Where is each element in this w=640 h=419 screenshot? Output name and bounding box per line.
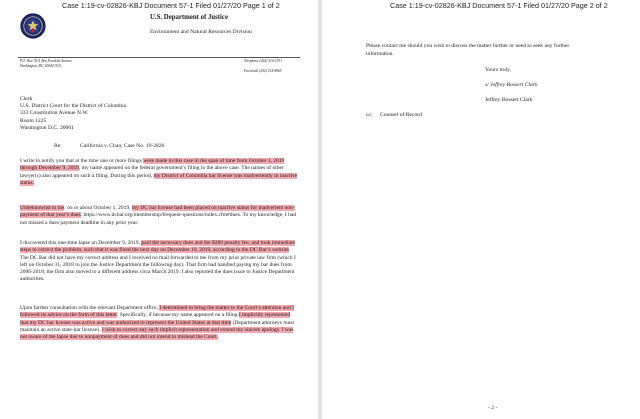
letter-page-2 bbox=[322, 0, 640, 419]
highlighted-text: were made in this case in the span of time from October 1, 2019 through December 9, 2019 bbox=[20, 158, 285, 172]
cc-label: cc: bbox=[366, 112, 373, 118]
seal-icon bbox=[20, 13, 46, 39]
subject-text: California v. Chao, Case No. 19-2826 bbox=[80, 143, 165, 149]
department-title: U.S. Department of Justice bbox=[150, 14, 228, 21]
closing: Yours truly, bbox=[485, 67, 512, 73]
cc-text: Counsel of Record bbox=[380, 112, 422, 118]
recipient-line: U.S. District Court for the District of Columbia bbox=[20, 103, 127, 110]
body-paragraph-4 bbox=[20, 305, 298, 341]
signer-name: Jeffrey Bossert Clark bbox=[485, 97, 533, 103]
paragraph-text: I discovered this one-time lapse on December 9, 2019, bbox=[20, 240, 142, 246]
paragraph-text: : Specifically, if because my name appeared on a filing bbox=[116, 312, 239, 319]
paragraph-text: Upon further consultation with the relevant Department office, bbox=[20, 305, 160, 311]
highlighted-text: I implicitly represented that my DC bar license was active and was authorized to represent the United States at that time bbox=[20, 312, 291, 326]
case-header: Case 1:19-cv-02826-KBJ Document 57-1 Filed 01/27/20 Page 2 of 2 bbox=[390, 1, 608, 10]
page-number: - 2 - bbox=[488, 405, 498, 411]
recipient-line: 333 Constitution Avenue N.W. bbox=[20, 110, 89, 117]
recipient-block bbox=[20, 96, 126, 132]
highlighted-text: I determined to bring the matter to the Court’s attention and I followed its advice on the form of this letter bbox=[20, 305, 294, 319]
contact-line-2: information. bbox=[366, 50, 394, 57]
paragraph-text: . The DC Bar did not have my correct address and I received no mail forwarded to me from my prior private law firm (which I left on October 31, 2018 to join the Justice Department the following day). That firm had handled paying my bar dues from 2006-2018; the firm also moved to a different address circa March 2019. I also reported the dues issue to Justice Department authorities. bbox=[20, 247, 296, 283]
paragraph-text: , my name appeared on the federal government’s filing in the above case. The names of other lawyer(s) also appeared on such a filing. During this period, bbox=[20, 165, 284, 179]
case-header: Case 1:19-cv-02826-KBJ Document 57-1 Filed 01/27/20 Page 1 of 2 bbox=[62, 1, 280, 10]
recipient-line: Washington D.C. 20001 bbox=[20, 124, 74, 131]
division-title: Environment and Natural Resources Division bbox=[150, 29, 252, 35]
subject-label: Re: bbox=[54, 143, 62, 149]
body-paragraph-1 bbox=[20, 158, 298, 187]
cc-line bbox=[366, 112, 422, 119]
telephone: Telephone (202) 514-2701 bbox=[244, 59, 282, 63]
paragraph-text: . https://www.dcbar.org/membership/frequent-questions/index.cfm#dues. To my knowledge, I had not missed a dues payment deadline in any prior year. bbox=[20, 212, 297, 226]
highlighted-text: paid the necessary dues and the $280 penalty fee, and took immediate steps to correct the problem, such that it was fixed the next day on December 10, 2019, according to the DC Bar’s website bbox=[20, 240, 296, 254]
body-paragraph-2 bbox=[20, 205, 298, 227]
paragraph-text: I write to notify you that at the time one or more filings bbox=[20, 158, 144, 164]
highlighted-text: Unbeknownst to me bbox=[20, 205, 65, 211]
contact-line-1: Please contact me should you wish to discuss the matter further or need to seek any further bbox=[366, 43, 570, 49]
highlighted-text: my District of Columbia bar license was inadvertently in inactive status. bbox=[20, 172, 298, 186]
signature: s/ Jeffrey Bossert Clark bbox=[485, 82, 538, 88]
paragraph-text: (Department attorneys must maintain an active state-bar license). bbox=[20, 319, 295, 333]
recipient-line: Clerk bbox=[20, 96, 33, 102]
facsimile: Facsimile (202) 514-8865 bbox=[244, 69, 282, 73]
address-line-2: Washington, DC 20044-7611 bbox=[20, 63, 62, 68]
letterhead-rule bbox=[18, 57, 300, 58]
subject-line bbox=[54, 143, 164, 149]
recipient-line: Room 1225 bbox=[20, 117, 47, 124]
address-line-1: P.O. Box 7611 Ben Franklin Station bbox=[20, 59, 72, 63]
paragraph-text: , on or about October 1, 2019, bbox=[64, 205, 132, 211]
highlighted-text: my DC bar license had been placed on inactive status for inadvertent non-payment of that year’s dues bbox=[20, 205, 295, 219]
letter-page-1 bbox=[0, 0, 318, 419]
highlighted-text: I wish to correct any such implicit representation and extend my sincere apology. I was not aware of the lapse due to nonpayment of dues and did not intend to mislead the Court. bbox=[20, 326, 294, 341]
body-paragraph-3 bbox=[20, 240, 298, 284]
